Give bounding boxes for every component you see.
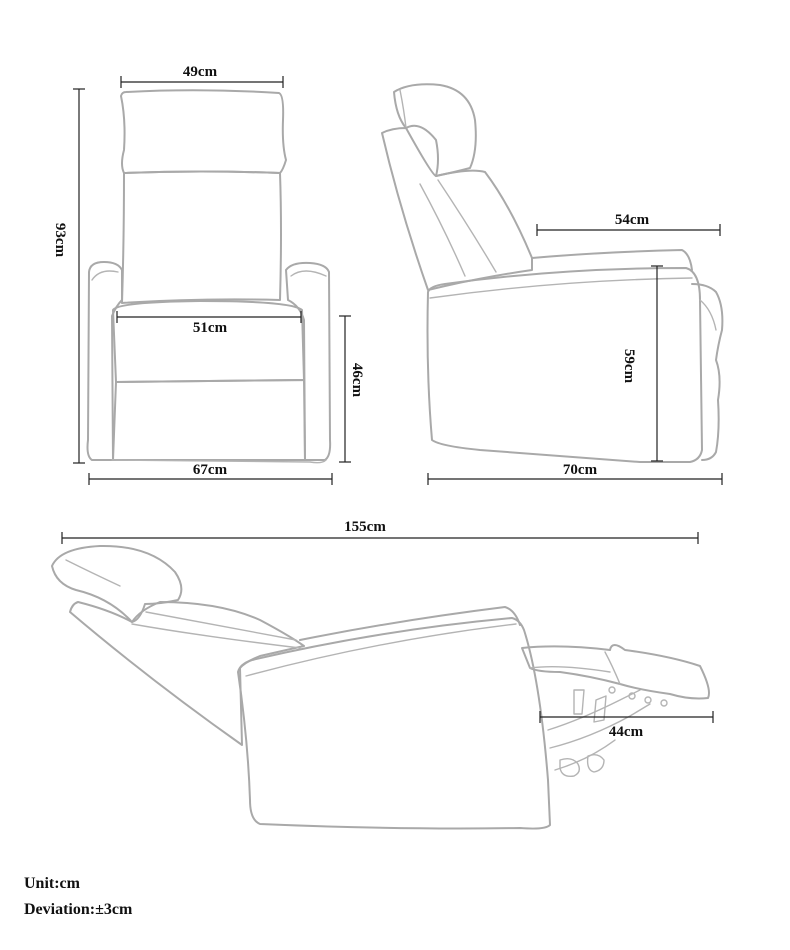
dim-front-seat-width: 51cm <box>192 320 228 336</box>
dim-reclined-total-length: 155cm <box>344 519 386 535</box>
dim-side-arm-height: 59cm <box>621 348 637 384</box>
dim-front-total-width: 67cm <box>192 462 228 478</box>
side-footrest-folded <box>692 284 722 460</box>
front-dimensions <box>52 64 365 485</box>
reclined-seat <box>300 607 520 640</box>
front-right-arm <box>286 263 330 460</box>
dim-front-seat-height: 46cm <box>349 362 365 398</box>
dim-front-height: 93cm <box>52 222 68 258</box>
unit-note: Unit:cm <box>24 875 80 892</box>
front-seat-base <box>113 380 305 460</box>
side-arm-panel <box>428 268 703 462</box>
reclined-dimensions <box>62 519 713 740</box>
reclined-mechanism <box>548 687 667 776</box>
dim-side-total-depth: 70cm <box>562 462 598 478</box>
dim-front-top-width: 49cm <box>182 64 218 80</box>
dim-side-seat-depth: 54cm <box>614 212 650 228</box>
front-view <box>88 90 331 462</box>
front-backrest-lower <box>122 172 281 304</box>
reclined-backrest <box>70 602 304 745</box>
side-view <box>382 84 722 462</box>
side-dimensions <box>428 212 722 485</box>
front-backrest-upper <box>121 90 286 173</box>
dim-reclined-footrest-length: 44cm <box>608 724 644 740</box>
side-seat <box>532 250 692 270</box>
deviation-note: Deviation:±3cm <box>24 901 133 918</box>
reclined-view <box>52 546 709 829</box>
front-left-arm <box>88 262 123 460</box>
front-seat-cushion <box>113 301 304 382</box>
